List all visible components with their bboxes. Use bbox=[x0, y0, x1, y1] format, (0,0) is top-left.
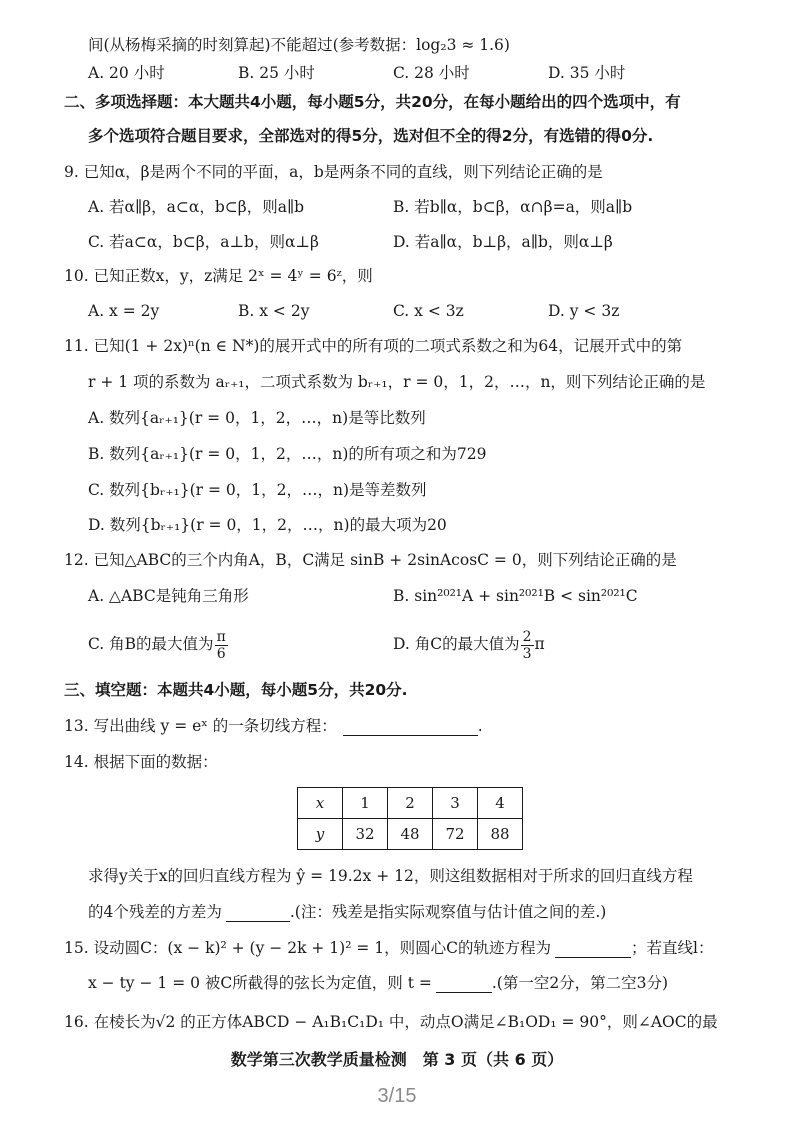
q13-answer-blank[interactable] bbox=[343, 719, 478, 736]
table-header-y: y bbox=[298, 819, 343, 850]
q16-stem: 16. 在棱长为√2 的正方体ABCD − A₁B₁C₁D₁ 中，动点O满足∠B₁OD₁ = 90°，则∠AOC的最 bbox=[64, 1013, 718, 1031]
table-row bbox=[298, 788, 523, 819]
q9-option-b: B. 若b∥α，b⊂β，α∩β=a，则a∥b bbox=[393, 198, 633, 216]
q8-option-d: D. 35 小时 bbox=[548, 64, 626, 82]
section-3-heading: 三、填空题：本题共4小题，每小题5分，共20分. bbox=[64, 681, 408, 699]
q12-option-d bbox=[393, 626, 545, 662]
q12-option-d-pi: π bbox=[534, 635, 545, 653]
q8-continuation: 间(从杨梅采摘的时刻算起)不能超过(参考数据：log₂3 ≈ 1.6) bbox=[88, 36, 510, 54]
q12-stem: 12. 已知△ABC的三个内角A，B，C满足 sinB + 2sinAcosC = 0，则下列结论正确的是 bbox=[64, 551, 677, 569]
table-header-x: x bbox=[298, 788, 343, 819]
q14-line-1: 求得y关于x的回归直线方程为 ŷ = 19.2x + 12，则这组数据相对于所求的回归直线方程 bbox=[88, 867, 693, 885]
q12-option-c-text: C. 角B的最大值为 bbox=[88, 635, 214, 653]
table-cell: 32 bbox=[343, 819, 388, 850]
table-cell: 72 bbox=[433, 819, 478, 850]
q12-option-a: A. △ABC是钝角三角形 bbox=[88, 587, 249, 605]
q14-line-2 bbox=[88, 902, 606, 922]
section-2-heading: 二、多项选择题：本大题共4小题，每小题5分，共20分，在每小题给出的四个选项中，有 bbox=[64, 93, 681, 111]
table-cell: 3 bbox=[433, 788, 478, 819]
q8-option-c: C. 28 小时 bbox=[393, 64, 470, 82]
page-footer: 数学第三次教学质量检测 第 3 页（共 6 页） bbox=[230, 1050, 564, 1069]
q13-text: 13. 写出曲线 y = eˣ 的一条切线方程： bbox=[64, 717, 337, 735]
q14-text: 的4个残差的方差为 bbox=[88, 903, 222, 921]
fraction-numerator: π bbox=[216, 628, 226, 645]
q10-option-c: C. x < 3z bbox=[393, 302, 464, 320]
fraction-denominator: 3 bbox=[522, 645, 532, 662]
q10-option-a: A. x = 2y bbox=[88, 302, 160, 320]
q15-text-3: x − ty − 1 = 0 被C所截得的弦长为定值，则 t = bbox=[88, 974, 432, 992]
q10-stem: 10. 已知正数x，y，z满足 2ˣ = 4ʸ = 6ᶻ，则 bbox=[64, 267, 373, 285]
q11-stem-line-1: 11. 已知(1 + 2x)ⁿ(n ∈ N*)的展开式中的所有项的二项式系数之和为64，记展开式中的第 bbox=[64, 337, 683, 355]
q8-option-a: A. 20 小时 bbox=[88, 64, 165, 82]
q15-answer-blank-2[interactable] bbox=[436, 976, 492, 993]
fraction-denominator: 6 bbox=[216, 645, 226, 662]
q9-option-d: D. 若a∥α，b⊥β，a∥b，则α⊥β bbox=[393, 233, 613, 251]
table-cell: 2 bbox=[388, 788, 433, 819]
table-cell: 48 bbox=[388, 819, 433, 850]
q15-text-1: 15. 设动圆C：(x − k)² + (y − 2k + 1)² = 1，则圆心C的轨迹方程为 bbox=[64, 939, 551, 957]
q9-option-c: C. 若a⊂α，b⊂β，a⊥b，则α⊥β bbox=[88, 233, 319, 251]
q11-stem-line-2: r + 1 项的系数为 aᵣ₊₁，二项式系数为 bᵣ₊₁，r = 0，1，2，…，n，则下列结论正确的是 bbox=[88, 373, 706, 391]
page-indicator: 3/15 bbox=[377, 1085, 417, 1107]
q11-option-d: D. 数列{bᵣ₊₁}(r = 0，1，2，…，n)的最大项为20 bbox=[88, 516, 447, 534]
q14-stem: 14. 根据下面的数据： bbox=[64, 753, 218, 771]
table-cell: 1 bbox=[343, 788, 388, 819]
q11-option-c: C. 数列{bᵣ₊₁}(r = 0，1，2，…，n)是等差数列 bbox=[88, 481, 427, 499]
q15-answer-blank-1[interactable] bbox=[555, 941, 631, 958]
q11-option-b: B. 数列{aᵣ₊₁}(r = 0，1，2，…，n)的所有项之和为729 bbox=[88, 445, 487, 463]
q14-note: .(注：残差是指实际观察值与估计值之间的差.) bbox=[289, 903, 607, 921]
section-2-instructions: 多个选项符合题目要求，全部选对的得5分，选对但不全的得2分，有选错的得0分. bbox=[88, 127, 654, 145]
q12-option-d-text: D. 角C的最大值为 bbox=[393, 635, 520, 653]
q15-line-2 bbox=[88, 973, 668, 993]
q10-option-d: D. y < 3z bbox=[548, 302, 620, 320]
table-row bbox=[298, 819, 523, 850]
q9-stem: 9. 已知α，β是两个不同的平面，a，b是两条不同的直线，则下列结论正确的是 bbox=[64, 163, 603, 181]
q14-data-table bbox=[297, 787, 523, 850]
q15-line-1 bbox=[64, 938, 713, 958]
q12-option-b: B. sin²⁰²¹A + sin²⁰²¹B < sin²⁰²¹C bbox=[393, 587, 638, 605]
q13-line bbox=[64, 716, 483, 736]
q11-option-a: A. 数列{aᵣ₊₁}(r = 0，1，2，…，n)是等比数列 bbox=[88, 409, 426, 427]
q12-option-c-fraction bbox=[215, 629, 228, 662]
q10-option-b: B. x < 2y bbox=[238, 302, 310, 320]
q12-option-c bbox=[88, 626, 229, 662]
q15-text-4: .(第一空2分，第二空3分) bbox=[491, 974, 669, 992]
q9-option-a: A. 若α∥β，a⊂α，b⊂β，则a∥b bbox=[88, 198, 305, 216]
q8-option-b: B. 25 小时 bbox=[238, 64, 315, 82]
table-cell: 4 bbox=[478, 788, 523, 819]
table-cell: 88 bbox=[478, 819, 523, 850]
q15-text-2: ；若直线l： bbox=[631, 939, 714, 957]
fraction-numerator: 2 bbox=[522, 628, 532, 645]
q14-answer-blank[interactable] bbox=[226, 905, 290, 922]
q13-period: . bbox=[477, 717, 483, 735]
q12-option-d-fraction bbox=[521, 629, 534, 662]
